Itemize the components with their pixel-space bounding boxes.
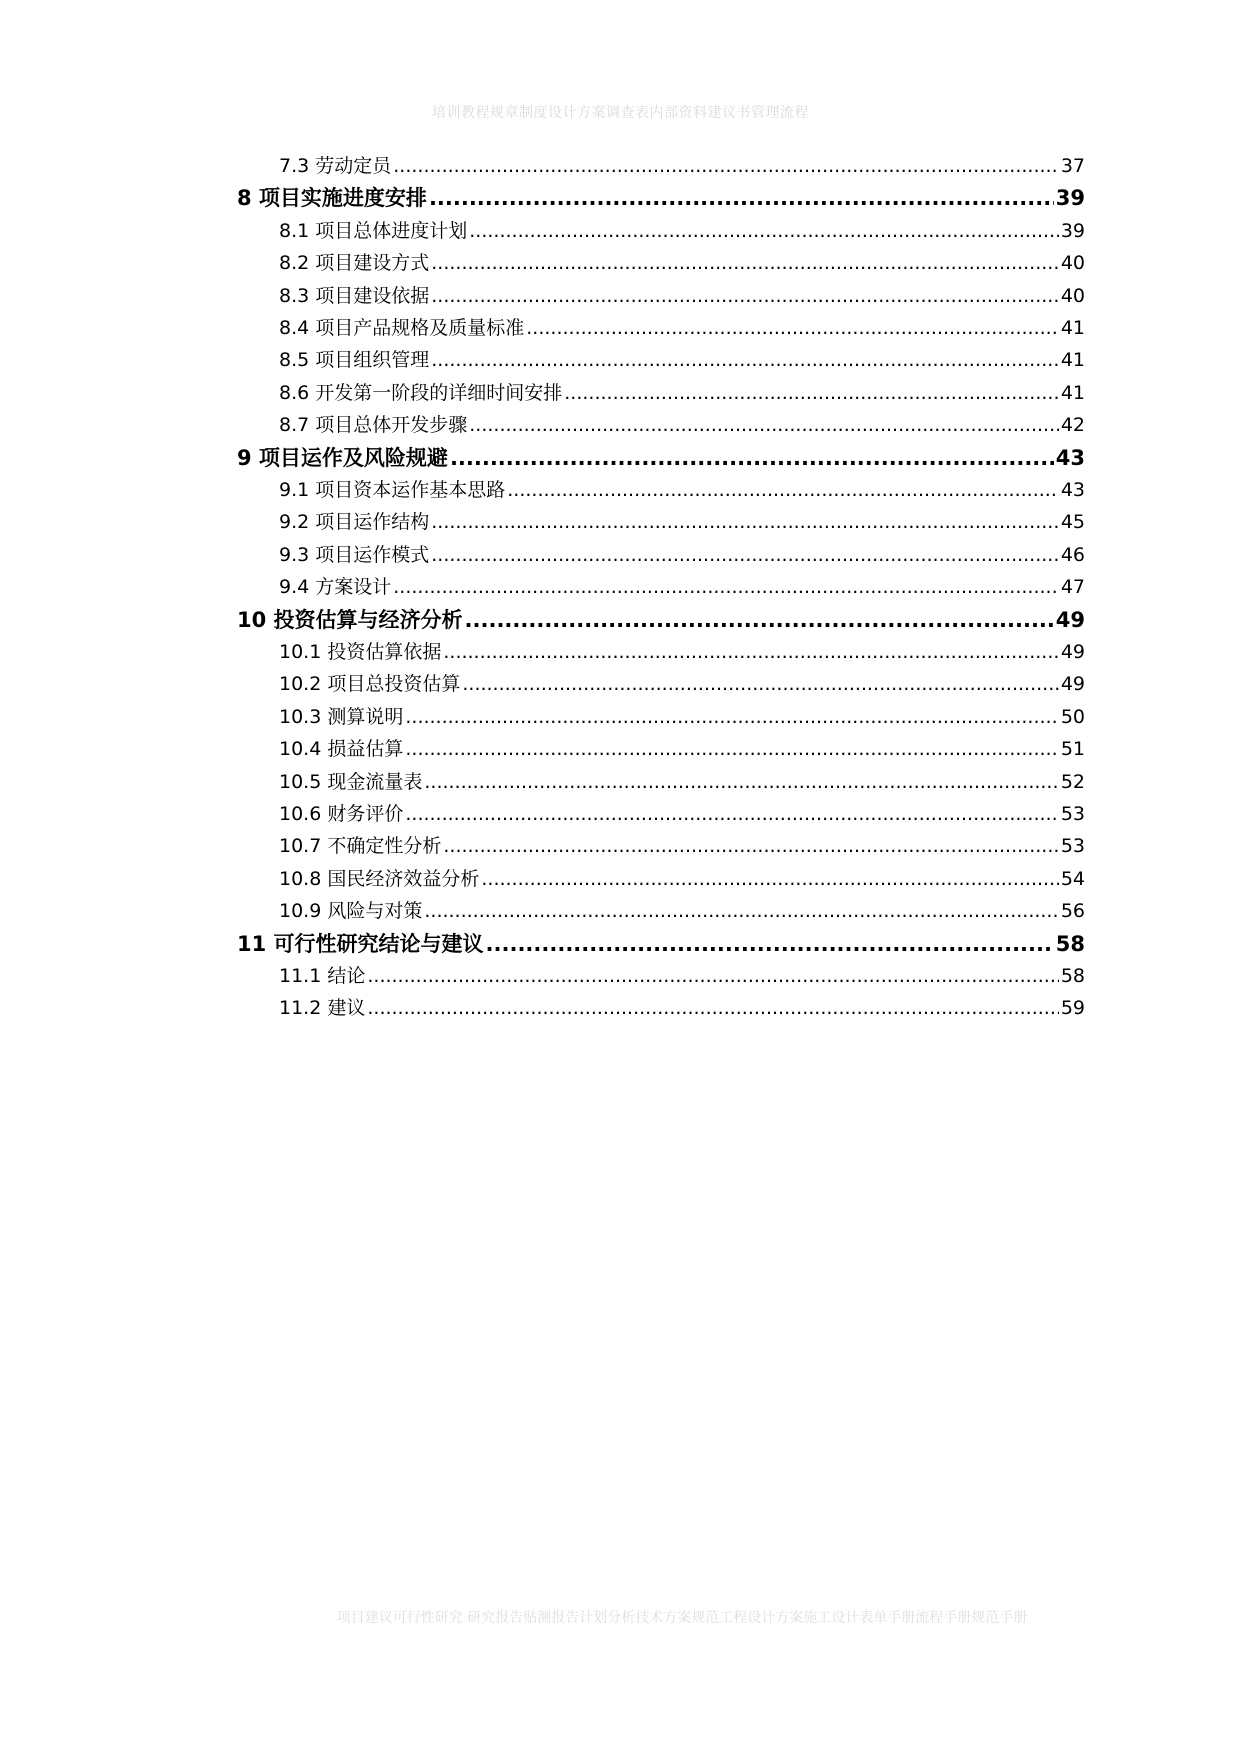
toc-section-row[interactable] <box>279 798 1085 830</box>
toc-entry-label: 8.1 项目总体进度计划 <box>279 219 468 242</box>
toc-entry-label: 10.3 测算说明 <box>279 705 404 728</box>
toc-entry-label: 10.6 财务评价 <box>279 803 404 825</box>
toc-dot-leader <box>462 668 1058 700</box>
toc-dot-leader <box>431 344 1059 376</box>
toc-page-number: 49 <box>1060 641 1085 663</box>
toc-section-row[interactable] <box>279 506 1085 538</box>
toc-page-number: 58 <box>1055 931 1085 956</box>
toc-dot-leader <box>486 928 1054 960</box>
toc-section-row[interactable] <box>279 344 1085 376</box>
toc-page-number: 59 <box>1060 997 1085 1020</box>
toc-entry-label: 8.7 项目总体开发步骤 <box>279 414 468 437</box>
toc-section-row[interactable] <box>279 992 1085 1024</box>
toc-entry-label: 9.2 项目运作结构 <box>279 511 430 534</box>
toc-page-number: 42 <box>1060 414 1085 437</box>
toc-page-number: 43 <box>1060 479 1085 501</box>
toc-section-row[interactable] <box>279 247 1085 279</box>
toc-dot-leader <box>431 247 1059 279</box>
toc-entry-label: 7.3 劳动定员 <box>279 155 392 177</box>
toc-page-number: 47 <box>1060 576 1085 599</box>
toc-page-number: 37 <box>1060 155 1085 177</box>
toc-dot-leader <box>465 604 1054 636</box>
toc-dot-leader <box>405 798 1058 830</box>
toc-dot-leader <box>405 733 1058 765</box>
toc-page-number: 40 <box>1060 284 1085 307</box>
toc-page-number: 56 <box>1060 900 1085 923</box>
toc-section-row[interactable] <box>279 766 1085 798</box>
toc-page-number: 52 <box>1060 770 1085 793</box>
toc-section-row[interactable] <box>279 150 1085 182</box>
toc-section-row[interactable] <box>279 280 1085 312</box>
toc-chapter-row[interactable] <box>237 182 1085 214</box>
toc-page-number: 49 <box>1060 673 1085 696</box>
toc-entry-label: 8.6 开发第一阶段的详细时间安排 <box>279 381 563 404</box>
toc-dot-leader <box>450 442 1054 474</box>
toc-dot-leader <box>393 571 1059 603</box>
toc-section-row[interactable] <box>279 960 1085 992</box>
toc-page-number: 51 <box>1060 738 1085 761</box>
toc-dot-leader <box>469 409 1059 441</box>
toc-dot-leader <box>429 182 1054 214</box>
toc-entry-label: 9.1 项目资本运作基本思路 <box>279 479 506 501</box>
toc-page-number: 39 <box>1055 186 1085 211</box>
toc-dot-leader <box>443 830 1058 862</box>
toc-entry-label: 8.3 项目建设依据 <box>279 284 430 307</box>
toc-dot-leader <box>431 280 1059 312</box>
toc-entry-label: 10.8 国民经济效益分析 <box>279 867 480 890</box>
toc-entry-label: 10.2 项目总投资估算 <box>279 673 461 696</box>
toc-page-number: 41 <box>1060 317 1085 339</box>
toc-page-number: 46 <box>1060 543 1085 566</box>
toc-page-number: 41 <box>1060 349 1085 372</box>
toc-entry-label: 8 项目实施进度安排 <box>237 186 427 211</box>
header-watermark: 培训教程规章制度设计方案调查表内部资料建议书管理流程 <box>432 105 809 121</box>
toc-page-number: 54 <box>1060 867 1085 890</box>
toc-section-row[interactable] <box>279 636 1085 668</box>
toc-entry-label: 8.5 项目组织管理 <box>279 349 430 372</box>
toc-section-row[interactable] <box>279 312 1085 344</box>
toc-page-number: 39 <box>1060 219 1085 242</box>
toc-entry-label: 9.3 项目运作模式 <box>279 543 430 566</box>
footer-watermark: 项目建议可行性研究 研究报告贴测报告计划分析技术方案规范工程设计方案施工设计表单手册流程手册规范手册 <box>336 1610 1028 1626</box>
toc-section-row[interactable] <box>279 539 1085 571</box>
toc-page-number: 58 <box>1060 965 1085 987</box>
toc-entry-label: 11.2 建议 <box>279 997 366 1020</box>
toc-section-row[interactable] <box>279 701 1085 733</box>
toc-dot-leader <box>405 701 1058 733</box>
toc-dot-leader <box>424 766 1058 798</box>
toc-dot-leader <box>393 150 1059 182</box>
toc-entry-label: 10.1 投资估算依据 <box>279 641 442 663</box>
toc-section-row[interactable] <box>279 668 1085 700</box>
toc-entry-label: 9 项目运作及风险规避 <box>237 445 448 470</box>
toc-dot-leader <box>424 895 1058 927</box>
toc-section-row[interactable] <box>279 895 1085 927</box>
toc-page-number: 40 <box>1060 252 1085 275</box>
toc-entry-label: 8.2 项目建设方式 <box>279 252 430 275</box>
toc-page-number: 43 <box>1055 445 1085 470</box>
toc-page-number: 41 <box>1060 381 1085 404</box>
toc-dot-leader <box>367 992 1058 1024</box>
toc-entry-label: 10.4 损益估算 <box>279 738 404 761</box>
toc-section-row[interactable] <box>279 830 1085 862</box>
toc-dot-leader <box>431 539 1059 571</box>
toc-entry-label: 8.4 项目产品规格及质量标准 <box>279 317 525 339</box>
toc-section-row[interactable] <box>279 215 1085 247</box>
toc-dot-leader <box>526 312 1059 344</box>
toc-section-row[interactable] <box>279 409 1085 441</box>
toc-entry-label: 11.1 结论 <box>279 965 366 987</box>
toc-entry-label: 9.4 方案设计 <box>279 576 392 599</box>
toc-page-number: 45 <box>1060 511 1085 534</box>
toc-page-number: 53 <box>1060 835 1085 858</box>
toc-chapter-row[interactable] <box>237 442 1085 474</box>
toc-dot-leader <box>469 215 1059 247</box>
toc-entry-label: 10.7 不确定性分析 <box>279 835 442 858</box>
toc-chapter-row[interactable] <box>237 928 1085 960</box>
toc-dot-leader <box>443 636 1058 668</box>
toc-chapter-row[interactable] <box>237 604 1085 636</box>
toc-section-row[interactable] <box>279 733 1085 765</box>
toc-entry-label: 10.5 现金流量表 <box>279 770 423 793</box>
toc-section-row[interactable] <box>279 571 1085 603</box>
toc-section-row[interactable] <box>279 377 1085 409</box>
toc-entry-label: 11 可行性研究结论与建议 <box>237 931 484 956</box>
toc-page-number: 50 <box>1060 705 1085 728</box>
toc-dot-leader <box>481 863 1058 895</box>
toc-dot-leader <box>367 960 1058 992</box>
toc-page-number: 53 <box>1060 803 1085 825</box>
toc-entry-label: 10 投资估算与经济分析 <box>237 607 463 632</box>
toc-section-row[interactable] <box>279 474 1085 506</box>
toc-dot-leader <box>564 377 1059 409</box>
toc-entry-label: 10.9 风险与对策 <box>279 900 423 923</box>
toc-dot-leader <box>431 506 1059 538</box>
toc-section-row[interactable] <box>279 863 1085 895</box>
toc-dot-leader <box>507 474 1059 506</box>
toc-page-number: 49 <box>1055 607 1085 632</box>
